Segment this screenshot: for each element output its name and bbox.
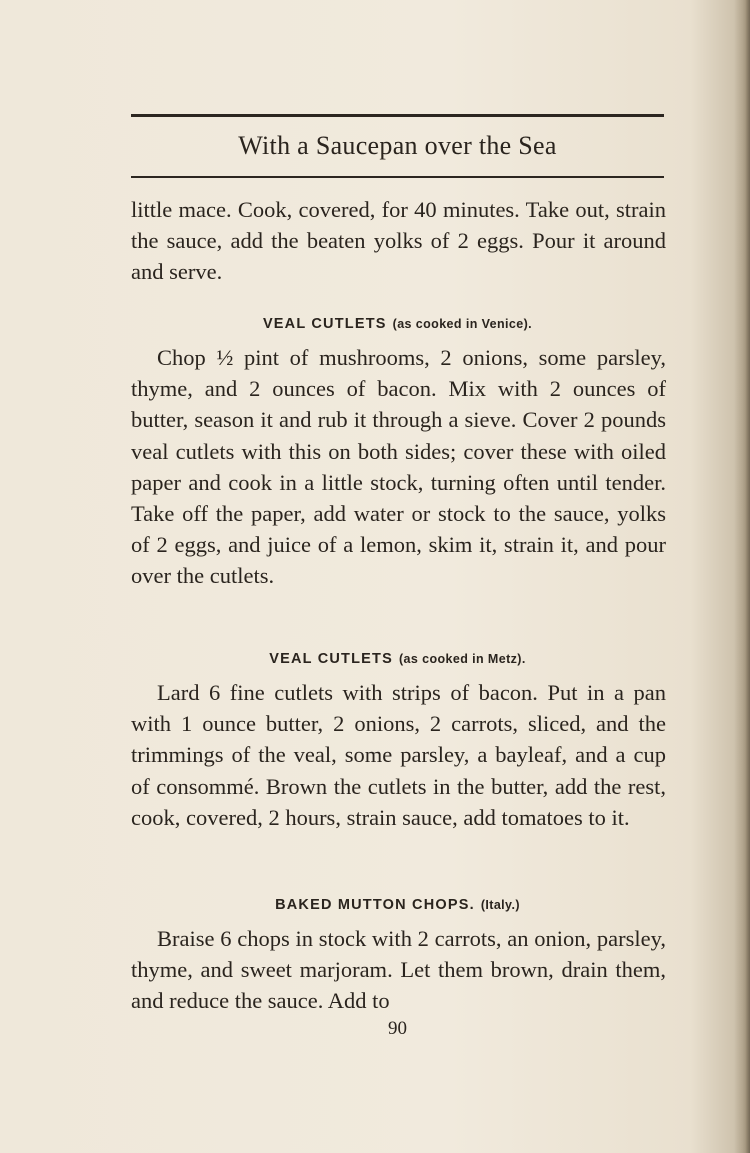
recipe-heading-mutton-chops: [131, 897, 664, 913]
recipe-subtitle: (as cooked in Metz).: [398, 652, 526, 666]
page-edge-shadow: [734, 0, 750, 1153]
header-rule-bottom: [131, 176, 664, 178]
recipe-title: VEAL CUTLETS: [262, 316, 387, 332]
recipe-title: BAKED MUTTON CHOPS.: [275, 897, 475, 913]
recipe-text-veal-venice: Chop ½ pint of mushrooms, 2 onions, some parsley, thyme, and 2 ounces of bacon. Mix with 2 ounces of butter, season it and rub it through a sieve. Cover 2 pounds veal cutlets with this on both sides; cover these with oiled paper and cook in a little stock, turning often until tender. Take off the paper, add water or stock to the sauce, yolks of 2 eggs, and juice of a lemon, skim it, strain it, and pour over the cutlets.: [131, 345, 666, 589]
recipe-heading-veal-metz: [131, 651, 664, 667]
recipe-heading-veal-venice: [131, 316, 664, 332]
recipe-subtitle: (as cooked in Venice).: [392, 317, 533, 331]
running-head: With a Saucepan over the Sea: [238, 131, 557, 160]
recipe-text-veal-metz: Lard 6 fine cutlets with strips of bacon. Put in a pan with 1 ounce butter, 2 onions, 2 carrots, sliced, and the trimmings of the veal, some parsley, a bayleaf, and a cup of consommé. Brown the cutlets in the butter, add the rest, cook, covered, 2 hours, strain sauce, add tomatoes to it.: [131, 680, 666, 830]
recipe-text-mutton-chops: Braise 6 chops in stock with 2 carrots, an onion, parsley, thyme, and sweet marjoram. Let them brown, drain them, and reduce the sauce. Add to: [131, 926, 666, 1014]
continuation-paragraph: little mace. Cook, covered, for 40 minutes. Take out, strain the sauce, add the beaten yolks of 2 eggs. Pour it around and serve.: [131, 197, 666, 285]
recipe-subtitle: (Italy.): [480, 898, 520, 912]
recipe-title: VEAL CUTLETS: [269, 651, 393, 667]
page-number: 90: [388, 1018, 407, 1039]
header-rule-top: [131, 114, 664, 117]
